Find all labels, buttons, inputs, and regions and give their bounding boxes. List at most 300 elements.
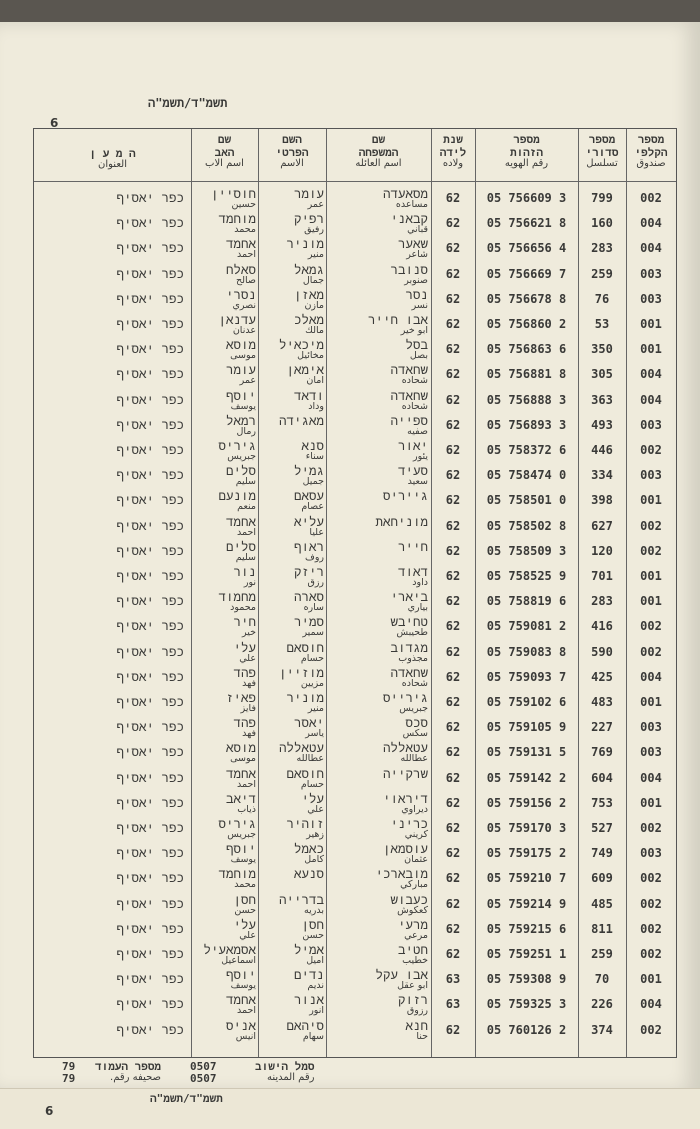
serial-number-cell: 590 xyxy=(591,644,613,659)
address-text: כפר יאסיף xyxy=(116,391,184,407)
serial-number-cell: 259 xyxy=(591,266,613,281)
birth-year-cell: 62 xyxy=(445,216,461,231)
birth-year-cell: 62 xyxy=(445,493,461,508)
father-name-arabic: فهد xyxy=(242,728,256,740)
father-name-hebrew: מונעם xyxy=(218,488,256,504)
first-name-cell xyxy=(261,943,324,968)
first-name-cell xyxy=(261,389,324,414)
first-name-cell xyxy=(261,867,324,892)
id-number-cell: 05 758474 0 xyxy=(486,468,567,483)
address-text: כפר יאסיף xyxy=(116,769,184,785)
family-name-arabic: صنوبر xyxy=(404,274,428,286)
family-name-arabic: ابو عقل xyxy=(397,980,428,992)
family-name-cell xyxy=(329,993,428,1018)
family-name-arabic: عطالله xyxy=(400,753,428,765)
table-row xyxy=(34,842,676,867)
birth-year-cell: 62 xyxy=(445,291,461,306)
first-name-hebrew: אימאן xyxy=(286,362,324,378)
father-name-cell xyxy=(194,943,256,968)
first-name-arabic: رزق xyxy=(307,577,324,588)
family-name-arabic: شحاده xyxy=(401,375,428,387)
father-name-hebrew: עלי xyxy=(233,639,256,655)
father-name-arabic: محمود xyxy=(230,602,256,614)
father-name-hebrew: יוסף xyxy=(225,841,256,857)
father-name-cell xyxy=(194,615,256,640)
family-name-hebrew: מרעי xyxy=(397,916,428,932)
family-name-arabic: بصل xyxy=(409,350,428,362)
address-cell xyxy=(34,1023,184,1048)
ballot-box-cell: 001 xyxy=(640,493,662,508)
family-name-hebrew: חטיב xyxy=(397,942,428,957)
father-name-cell xyxy=(194,893,256,918)
address-text: כפר יאסיף xyxy=(116,542,184,558)
first-name-cell xyxy=(261,666,324,691)
first-name-cell xyxy=(261,641,324,666)
first-name-arabic: كامل xyxy=(304,854,324,866)
father-name-arabic: عدنان xyxy=(232,325,256,336)
first-name-cell xyxy=(261,338,324,363)
table-row xyxy=(34,767,676,792)
serial-number-cell: 283 xyxy=(591,241,613,256)
father-name-cell xyxy=(194,515,256,540)
father-name-hebrew: אחמד xyxy=(225,513,256,529)
table-row xyxy=(34,867,676,892)
page-header-title: תשמ"ד/תשמ"ה xyxy=(148,96,228,110)
father-name-hebrew: סלים xyxy=(225,538,256,554)
birth-year-cell: 62 xyxy=(445,846,461,861)
serial-number-cell: 604 xyxy=(591,770,613,785)
father-name-hebrew: נור xyxy=(233,564,256,579)
header-id-number: מספר הזהות رقم الهويه xyxy=(504,133,549,169)
family-name-cell xyxy=(329,338,428,363)
family-name-hebrew: סעיד xyxy=(397,463,428,479)
birth-year-cell: 62 xyxy=(445,468,461,483)
first-name-hebrew: סיהאם xyxy=(286,1017,324,1033)
first-name-arabic: اميل xyxy=(306,955,324,966)
father-name-cell xyxy=(194,792,256,817)
family-name-hebrew: כריני xyxy=(390,816,428,831)
father-name-arabic: انيس xyxy=(235,1030,256,1042)
table-row xyxy=(34,187,676,212)
family-name-cell xyxy=(329,817,428,842)
father-name-cell xyxy=(194,691,256,716)
serial-number-cell: 70 xyxy=(594,972,610,987)
first-name-hebrew: חוסאם xyxy=(286,639,324,655)
first-name-hebrew: מוניר xyxy=(286,690,324,705)
birth-year-cell: 62 xyxy=(445,795,461,810)
id-number-cell: 05 759131 5 xyxy=(486,745,567,760)
first-name-arabic: روف xyxy=(304,551,324,563)
family-name-arabic: مساعده xyxy=(395,199,428,210)
id-number-cell: 05 759093 7 xyxy=(486,669,567,684)
family-name-arabic: رزوق xyxy=(406,1005,428,1017)
father-name-arabic: احمد xyxy=(237,526,256,538)
first-name-arabic: حسام xyxy=(300,652,324,664)
father-name-cell xyxy=(194,363,256,388)
first-name-cell xyxy=(261,464,324,489)
ballot-box-cell: 003 xyxy=(640,846,662,861)
father-name-arabic: علي xyxy=(239,652,256,664)
first-name-cell xyxy=(261,590,324,615)
father-name-hebrew: מוחמד xyxy=(218,866,256,882)
birth-year-cell: 62 xyxy=(445,518,461,533)
father-name-cell xyxy=(194,540,256,565)
ballot-box-cell: 004 xyxy=(640,216,662,231)
family-name-hebrew: בסל xyxy=(405,337,428,353)
serial-number-cell: 120 xyxy=(591,543,613,558)
birth-year-cell: 62 xyxy=(445,594,461,609)
family-name-cell xyxy=(329,313,428,338)
father-name-cell xyxy=(194,338,256,363)
father-name-arabic: يوسف xyxy=(230,400,256,412)
ballot-box-cell: 003 xyxy=(640,417,662,432)
father-name-cell xyxy=(194,489,256,514)
table-row xyxy=(34,464,676,489)
family-name-hebrew: סכס xyxy=(405,715,428,731)
father-name-cell xyxy=(194,187,256,212)
father-name-arabic: نصري xyxy=(232,299,256,311)
father-name-cell xyxy=(194,741,256,766)
family-name-arabic: طحيبش xyxy=(396,627,428,639)
family-name-cell xyxy=(329,565,428,590)
ballot-box-cell: 001 xyxy=(640,695,662,709)
first-name-cell xyxy=(261,792,324,817)
id-number-cell: 05 758819 6 xyxy=(486,594,567,609)
birth-year-cell: 62 xyxy=(445,720,461,735)
father-name-arabic: حسن xyxy=(234,904,256,916)
family-name-arabic: عثمان xyxy=(404,854,428,866)
address-text: כפר יאסיף xyxy=(116,190,184,205)
ballot-box-cell: 004 xyxy=(640,997,662,1012)
first-name-hebrew: ודאד xyxy=(293,387,324,403)
ballot-box-cell: 001 xyxy=(640,594,662,609)
birth-year-cell: 62 xyxy=(445,543,461,558)
family-name-hebrew: מוניחאת xyxy=(375,513,428,529)
family-name-hebrew: דיראוי xyxy=(382,790,428,806)
table-row xyxy=(34,993,676,1018)
serial-number-cell: 334 xyxy=(591,468,613,483)
first-name-hebrew: ריזק xyxy=(293,564,324,579)
family-name-arabic: قباني xyxy=(407,224,428,236)
father-name-arabic: فايز xyxy=(240,703,256,714)
first-name-arabic: جمال xyxy=(302,274,324,286)
family-name-cell xyxy=(329,288,428,313)
bottom-page-title: תשמ"ד/תשמ"ה xyxy=(150,1092,223,1105)
father-name-arabic: احمد xyxy=(237,778,256,790)
table-row xyxy=(34,313,676,338)
family-name-hebrew: עטאללה xyxy=(382,740,428,756)
first-name-cell xyxy=(261,968,324,993)
first-name-hebrew: מוניר xyxy=(286,236,324,252)
father-name-hebrew: חוסיין xyxy=(210,186,256,201)
first-name-hebrew: רפיק xyxy=(293,211,324,227)
first-name-cell xyxy=(261,212,324,237)
serial-number-cell: 799 xyxy=(591,191,613,205)
address-text: כפר יאסיף xyxy=(116,366,184,382)
ballot-box-cell: 003 xyxy=(640,745,662,760)
table-row xyxy=(34,691,676,716)
ballot-box-cell: 002 xyxy=(640,1022,662,1037)
serial-number-cell: 609 xyxy=(591,871,613,886)
family-name-cell xyxy=(329,767,428,792)
family-name-arabic: جبريس xyxy=(399,703,428,714)
birth-year-cell: 62 xyxy=(445,745,461,760)
serial-number-cell: 527 xyxy=(591,821,613,835)
address-text: כפר יאסיף xyxy=(116,996,184,1012)
serial-number-cell: 811 xyxy=(591,921,613,936)
address-text: כפר יאסיף xyxy=(116,240,184,256)
family-name-arabic: خطيب xyxy=(402,955,428,966)
father-name-hebrew: פהד xyxy=(233,664,256,680)
id-number-cell: 05 758525 9 xyxy=(486,569,567,583)
birth-year-cell: 62 xyxy=(445,241,461,256)
birth-year-cell: 62 xyxy=(445,821,461,835)
father-name-cell xyxy=(194,237,256,262)
father-name-arabic: سليم xyxy=(235,476,256,488)
father-name-hebrew: דיאב xyxy=(225,790,256,806)
first-name-hebrew: מיכאיל xyxy=(278,337,324,353)
family-name-cell xyxy=(329,414,428,439)
id-number-cell: 05 759251 1 xyxy=(486,947,567,961)
table-row xyxy=(34,741,676,766)
father-name-hebrew: אסמאעיל xyxy=(203,942,256,957)
first-name-hebrew: נדים xyxy=(293,967,324,983)
first-name-arabic: منير xyxy=(307,703,324,714)
serial-number-cell: 160 xyxy=(591,216,613,231)
address-text: כפר יאסיף xyxy=(116,215,184,231)
birth-year-cell: 62 xyxy=(445,695,461,709)
first-name-arabic: نديم xyxy=(307,980,324,992)
family-name-hebrew: טחיבש xyxy=(390,614,428,630)
family-name-hebrew: ספייה xyxy=(390,412,428,428)
ballot-box-cell: 003 xyxy=(640,266,662,281)
address-text: כפר יאסיף xyxy=(116,265,184,281)
serial-number-cell: 374 xyxy=(591,1022,613,1037)
family-name-hebrew: סנובר xyxy=(390,261,428,277)
father-name-hebrew: גיריס xyxy=(218,438,256,453)
first-name-cell xyxy=(261,691,324,716)
first-name-arabic: عليا xyxy=(309,526,324,538)
first-name-hebrew: עטאללה xyxy=(278,740,324,756)
father-name-arabic: حسين xyxy=(231,199,256,210)
father-name-cell xyxy=(194,716,256,741)
father-name-hebrew: יוסף xyxy=(225,967,256,983)
id-number-cell: 05 758502 8 xyxy=(486,518,567,533)
family-name-hebrew: נסר xyxy=(405,286,428,302)
family-name-cell xyxy=(329,943,428,968)
family-name-cell xyxy=(329,389,428,414)
first-name-arabic: ساره xyxy=(303,602,324,614)
first-name-arabic: زهير xyxy=(306,829,324,840)
first-name-cell xyxy=(261,263,324,288)
family-name-hebrew: כעבוש xyxy=(390,891,428,907)
family-name-cell xyxy=(329,968,428,993)
first-name-arabic: مزيين xyxy=(300,677,324,689)
address-text: כפר יאסיף xyxy=(116,416,184,432)
father-name-arabic: اسماعيل xyxy=(221,955,256,966)
first-name-hebrew: ראוף xyxy=(293,538,324,554)
birth-year-cell: 62 xyxy=(445,569,461,583)
footer-settlement-label: סמל הישוב رقم المدينه xyxy=(255,1060,315,1083)
table-row xyxy=(34,792,676,817)
table-row xyxy=(34,263,676,288)
serial-number-cell: 227 xyxy=(591,720,613,735)
family-name-arabic: حنا xyxy=(416,1030,428,1042)
first-name-cell xyxy=(261,237,324,262)
first-name-arabic: عمر xyxy=(307,199,324,210)
id-number-cell: 05 756888 3 xyxy=(486,392,567,407)
father-name-cell xyxy=(194,590,256,615)
address-text: כפר יאסיף xyxy=(116,568,184,583)
family-name-hebrew: מסאעדה xyxy=(382,186,428,201)
first-name-cell xyxy=(261,515,324,540)
first-name-arabic: عطالله xyxy=(296,753,324,765)
first-name-hebrew: סמיר xyxy=(293,614,324,630)
father-name-hebrew: עלי xyxy=(233,916,256,932)
family-name-arabic: كريني xyxy=(404,829,428,840)
ballot-box-cell: 002 xyxy=(640,619,662,634)
family-name-hebrew: חנא xyxy=(405,1017,428,1033)
first-name-arabic: منير xyxy=(307,249,324,261)
father-name-arabic: احمد xyxy=(237,1005,256,1017)
family-name-cell xyxy=(329,515,428,540)
serial-number-cell: 483 xyxy=(591,695,613,709)
address-text: כפר יאסיף xyxy=(116,316,184,331)
first-name-arabic: انور xyxy=(309,1005,324,1017)
father-name-hebrew: אחמד xyxy=(225,765,256,781)
first-name-cell xyxy=(261,817,324,842)
birth-year-cell: 62 xyxy=(445,921,461,936)
id-number-cell: 05 759214 9 xyxy=(486,896,567,911)
address-text: כפר יאסיף xyxy=(116,643,184,659)
first-name-hebrew: מוזיין xyxy=(278,664,324,680)
first-name-cell xyxy=(261,313,324,338)
first-name-hebrew: עלי xyxy=(301,790,324,806)
ballot-box-cell: 001 xyxy=(640,795,662,810)
family-name-hebrew: שחאדה xyxy=(390,387,428,403)
serial-number-cell: 53 xyxy=(594,317,610,331)
father-name-cell xyxy=(194,212,256,237)
ballot-box-cell: 002 xyxy=(640,921,662,936)
first-name-arabic: مخائيل xyxy=(297,350,324,362)
family-name-cell xyxy=(329,187,428,212)
table-row xyxy=(34,590,676,615)
id-number-cell: 05 756881 8 xyxy=(486,367,567,382)
father-name-arabic: محمد xyxy=(234,879,256,891)
address-text: כפר יאסיף xyxy=(116,946,184,961)
table-row xyxy=(34,817,676,842)
first-name-arabic: رفيق xyxy=(304,224,324,236)
first-name-arabic: علي xyxy=(307,803,324,815)
father-name-hebrew: רמאל xyxy=(225,412,256,428)
father-name-arabic: عمر xyxy=(239,375,256,387)
table-row xyxy=(34,893,676,918)
voter-table xyxy=(33,128,677,1058)
serial-number-cell: 398 xyxy=(591,493,613,508)
first-name-cell xyxy=(261,363,324,388)
first-name-cell xyxy=(261,540,324,565)
serial-number-cell: 749 xyxy=(591,846,613,861)
serial-number-cell: 416 xyxy=(591,619,613,634)
family-name-arabic: صفيه xyxy=(407,425,428,437)
family-name-hebrew: קבאני xyxy=(390,211,428,227)
family-name-hebrew: שחאדה xyxy=(390,664,428,680)
father-name-cell xyxy=(194,288,256,313)
id-number-cell: 05 756863 6 xyxy=(486,342,567,357)
father-name-cell xyxy=(194,842,256,867)
first-name-cell xyxy=(261,439,324,464)
family-name-arabic: بياري xyxy=(407,602,428,614)
first-name-hebrew: אנור xyxy=(293,992,324,1008)
birth-year-cell: 62 xyxy=(445,367,461,382)
first-name-hebrew: גמאל xyxy=(293,261,324,277)
first-name-hebrew: סנעא xyxy=(293,866,324,882)
first-name-hebrew: גמיל xyxy=(293,463,324,479)
father-name-hebrew: פאיז xyxy=(225,690,256,705)
bottom-page-number: 6 xyxy=(45,1104,54,1118)
first-name-cell xyxy=(261,187,324,212)
id-number-cell: 05 756656 4 xyxy=(486,241,567,256)
table-row xyxy=(34,389,676,414)
id-number-cell: 05 758501 0 xyxy=(486,493,567,508)
id-number-cell: 05 759105 9 xyxy=(486,720,567,735)
first-name-arabic: مالك xyxy=(305,325,324,336)
ballot-box-cell: 001 xyxy=(640,972,662,987)
birth-year-cell: 62 xyxy=(445,266,461,281)
serial-number-cell: 425 xyxy=(591,669,613,684)
address-text: כפר יאסיף xyxy=(116,820,184,835)
family-name-cell xyxy=(329,590,428,615)
id-number-cell: 05 759215 6 xyxy=(486,921,567,936)
birth-year-cell: 62 xyxy=(445,443,461,457)
family-name-cell xyxy=(329,363,428,388)
birth-year-cell: 62 xyxy=(445,871,461,886)
serial-number-cell: 363 xyxy=(591,392,613,407)
id-number-cell: 05 759102 6 xyxy=(486,695,567,709)
first-name-arabic: سهام xyxy=(302,1030,324,1042)
family-name-cell xyxy=(329,641,428,666)
address-text: כפר יאסיף xyxy=(116,618,184,634)
first-name-cell xyxy=(261,565,324,590)
header-address: ה מ ע ן العنوان xyxy=(89,147,136,170)
family-name-cell xyxy=(329,540,428,565)
address-text: כפר יאסיף xyxy=(116,794,184,810)
table-row xyxy=(34,716,676,741)
birth-year-cell: 62 xyxy=(445,392,461,407)
father-name-arabic: يوسف xyxy=(230,854,256,866)
serial-number-cell: 627 xyxy=(591,518,613,533)
first-name-cell xyxy=(261,414,324,439)
table-row xyxy=(34,288,676,313)
birth-year-cell: 63 xyxy=(445,997,461,1012)
family-name-hebrew: דאוד xyxy=(397,564,428,579)
father-name-arabic: جبريس xyxy=(227,829,256,840)
table-row xyxy=(34,666,676,691)
id-number-cell: 05 758509 3 xyxy=(486,543,567,558)
serial-number-cell: 753 xyxy=(591,795,613,810)
family-name-cell xyxy=(329,263,428,288)
page-number: 6 xyxy=(50,116,59,130)
family-name-cell xyxy=(329,792,428,817)
serial-number-cell: 485 xyxy=(591,896,613,911)
ballot-box-cell: 004 xyxy=(640,367,662,382)
address-text: כפר יאסיף xyxy=(116,744,184,760)
father-name-arabic: ذياب xyxy=(237,803,256,815)
first-name-arabic: مازن xyxy=(304,299,324,311)
father-name-cell xyxy=(194,565,256,590)
family-name-cell xyxy=(329,666,428,691)
address-text: כפר יאסיף xyxy=(116,442,184,457)
